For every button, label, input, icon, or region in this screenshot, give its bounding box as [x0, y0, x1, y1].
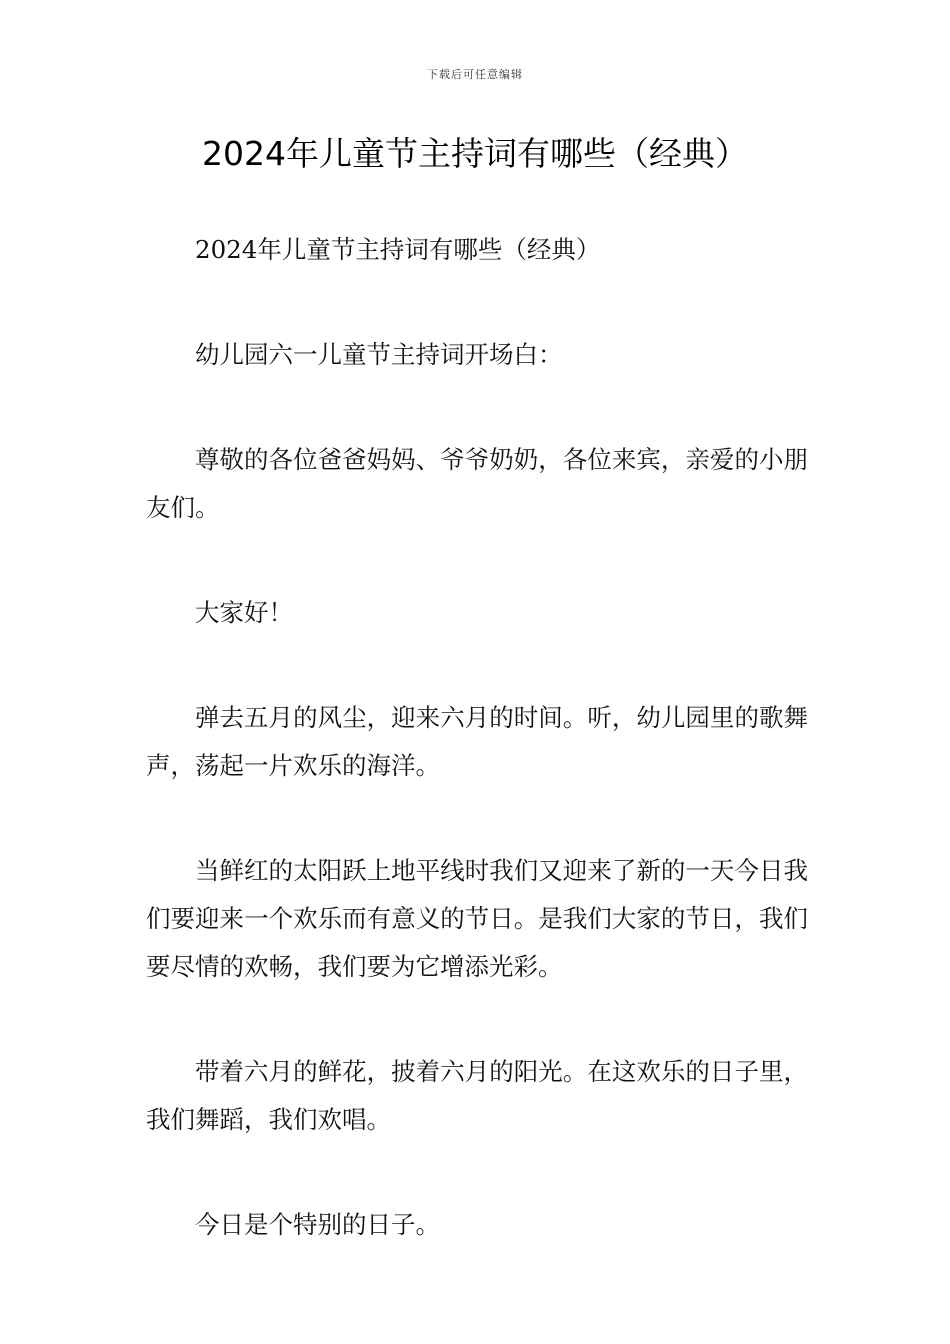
paragraph-june: 弹去五月的风尘，迎来六月的时间。听，幼儿园里的歌舞声，荡起一片欢乐的海洋。 [146, 703, 808, 780]
paragraph-flowers: 带着六月的鲜花，披着六月的阳光。在这欢乐的日子里，我们舞蹈，我们欢唱。 [146, 1057, 808, 1134]
document-body [146, 226, 808, 1249]
document-title: 2024年儿童节主持词有哪些（经典） [202, 134, 748, 173]
paragraph-opening-heading: 幼儿园六一儿童节主持词开场白： [195, 340, 563, 369]
paragraph-subtitle: 2024年儿童节主持词有哪些（经典） [195, 235, 601, 264]
paragraph-greeting: 尊敬的各位爸爸妈妈、爷爷奶奶，各位来宾，亲爱的小朋友们。 [146, 445, 808, 522]
paragraph-special-day: 今日是个特别的日子。 [195, 1210, 440, 1239]
paragraph-hello: 大家好！ [195, 598, 293, 627]
header-note: 下载后可任意编辑 [427, 68, 523, 81]
paragraph-sunrise: 当鲜红的太阳跃上地平线时我们又迎来了新的一天今日我们要迎来一个欢乐而有意义的节日。是我们大家的节日，我们要尽情的欢畅，我们要为它增添光彩。 [146, 856, 808, 981]
